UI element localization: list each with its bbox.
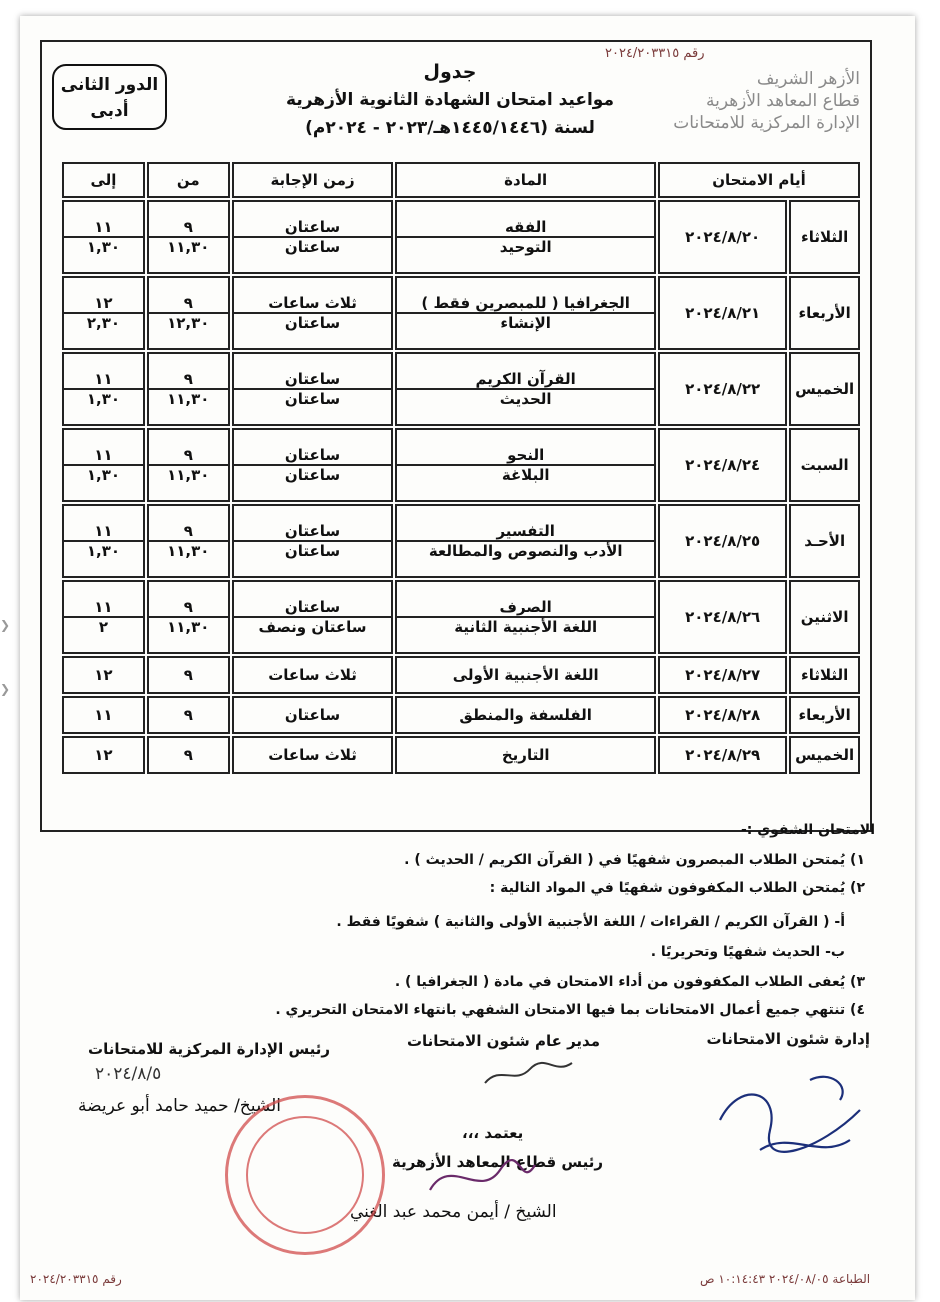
subject-cell	[395, 428, 656, 502]
duration-cell	[232, 580, 394, 654]
from-cell	[147, 696, 230, 734]
official-seal-stamp	[225, 1095, 385, 1255]
to-cell	[62, 352, 145, 426]
round-label: الدور الثانى	[60, 75, 159, 95]
duration-cell-value: ثلاث ساعات	[268, 746, 357, 764]
to-cell	[62, 736, 145, 774]
table-row	[62, 736, 860, 774]
to-cell-value: ١١	[94, 706, 113, 724]
subject-cell	[395, 736, 656, 774]
table-row	[62, 656, 860, 694]
exam-schedule-table	[60, 160, 862, 776]
subject-cell	[395, 656, 656, 694]
date-cell: ٢٠٢٤/٨/٢٨	[658, 696, 787, 734]
day-cell: الاثنين	[789, 580, 860, 654]
duration-cell-value: ساعتان	[284, 706, 341, 724]
table-row	[62, 200, 860, 274]
subject-cell	[395, 352, 656, 426]
to-cell-value: ١١	[94, 446, 113, 464]
duration-cell-value: ثلاث ساعات	[268, 294, 357, 312]
from-cell-value: ٩	[183, 598, 193, 616]
footer-reference: رقم ٢٠٢٤/٢٠٣٣١٥	[30, 1272, 122, 1286]
subject-cell-value: الأدب والنصوص والمطالعة	[397, 540, 654, 560]
signature-affairs	[700, 1060, 880, 1170]
to-cell-value: ١٢	[94, 666, 113, 684]
duration-cell-value: ساعتان	[284, 370, 341, 388]
from-cell-value: ١١,٣٠	[149, 616, 228, 636]
to-cell-value: ٢	[64, 616, 143, 636]
date-cell: ٢٠٢٤/٨/٢٤	[658, 428, 787, 502]
footer-print-timestamp: الطباعة ٢٠٢٤/٠٨/٠٥ ١٠:١٤:٤٣ ص	[700, 1272, 871, 1286]
duration-cell	[232, 696, 394, 734]
subject-cell-value: الحديث	[397, 388, 654, 408]
day-cell: الأحـد	[789, 504, 860, 578]
oral-item-1: ١) يُمتحن الطلاب المبصرون شفهيًا في ( القرآن الكريم / الحديث ) .	[404, 852, 865, 868]
handwritten-date: ٢٠٢٤/٨/٥	[95, 1064, 162, 1084]
track-label: أدبى	[90, 101, 129, 121]
subject-cell-value: التفسير	[496, 522, 555, 540]
subject-cell-value: التوحيد	[397, 236, 654, 256]
subject-cell-value: الفلسفة والمنطق	[459, 706, 592, 724]
logo-line: قطاع المعاهد الأزهرية	[705, 91, 860, 111]
subject-cell-value: النحو	[507, 446, 545, 464]
from-cell	[147, 656, 230, 694]
from-cell	[147, 276, 230, 350]
subject-cell	[395, 200, 656, 274]
to-cell	[62, 428, 145, 502]
from-cell-value: ١١,٣٠	[149, 464, 228, 484]
oral-item-3: ٣) يُعفى الطلاب المكفوفون من أداء الامتحان في مادة ( الجغرافيا ) .	[394, 974, 865, 990]
document-title	[260, 58, 640, 142]
from-cell-value: ٩	[183, 666, 193, 684]
duration-cell	[232, 736, 394, 774]
duration-cell-value: ساعتان	[284, 446, 341, 464]
signature-gm	[480, 1055, 580, 1095]
header-to: إلى	[62, 162, 145, 198]
subject-cell	[395, 504, 656, 578]
day-cell: الثلاثاء	[789, 656, 860, 694]
to-cell-value: ١١	[94, 370, 113, 388]
to-cell-value: ١,٣٠	[64, 540, 143, 560]
day-cell: الخميس	[789, 736, 860, 774]
table-header-row	[62, 162, 860, 198]
subject-cell-value: الإنشاء	[397, 312, 654, 332]
duration-cell-value: ساعتان	[234, 312, 392, 332]
from-cell-value: ٩	[183, 294, 193, 312]
title-line-2: مواعيد امتحان الشهادة الثانوية الأزهرية	[286, 90, 614, 110]
duration-cell-value: ساعتان	[284, 218, 341, 236]
oral-item-4: ٤) تنتهي جميع أعمال الامتحانات بما فيها الامتحان الشفهي بانتهاء الامتحان التحريري .	[275, 1002, 865, 1018]
date-cell: ٢٠٢٤/٨/٢٢	[658, 352, 787, 426]
duration-cell-value: ساعتان	[234, 464, 392, 484]
to-cell	[62, 656, 145, 694]
table-row	[62, 276, 860, 350]
day-cell: الأربعاء	[789, 696, 860, 734]
sector-head-title: رئيس قطاع المعاهد الأزهرية	[392, 1153, 603, 1171]
from-cell-value: ٩	[183, 522, 193, 540]
subject-cell	[395, 276, 656, 350]
duration-cell-value: ساعتان	[234, 388, 392, 408]
to-cell	[62, 580, 145, 654]
from-cell-value: ١١,٣٠	[149, 388, 228, 408]
duration-cell-value: ساعتان ونصف	[234, 616, 392, 636]
table-row	[62, 504, 860, 578]
logo-line: الإدارة المركزية للامتحانات	[673, 113, 860, 133]
duration-cell-value: ساعتان	[284, 598, 341, 616]
table-row	[62, 696, 860, 734]
from-cell	[147, 200, 230, 274]
duration-cell	[232, 200, 394, 274]
subject-cell-value: القرآن الكريم	[475, 370, 576, 388]
from-cell-value: ٩	[183, 218, 193, 236]
duration-cell-value: ساعتان	[234, 236, 392, 256]
chevron-right-icon: ❯	[0, 618, 11, 632]
reference-number: رقم ٢٠٢٤/٢٠٣٣١٥	[605, 46, 705, 61]
chevron-right-icon: ❯	[0, 682, 11, 696]
day-cell: الثلاثاء	[789, 200, 860, 274]
duration-cell	[232, 276, 394, 350]
oral-item-2a: أ- ( القرآن الكريم / القراءات / اللغة الأجنبية الأولى والثانية ) شفويًا فقط .	[336, 914, 845, 930]
subject-cell-value: التاريخ	[501, 746, 550, 764]
table-row	[62, 352, 860, 426]
from-cell-value: ١١,٣٠	[149, 540, 228, 560]
date-cell: ٢٠٢٤/٨/٢٦	[658, 580, 787, 654]
day-cell: السبت	[789, 428, 860, 502]
from-cell-value: ١٢,٣٠	[149, 312, 228, 332]
subject-cell-value: الجغرافيا ( للمبصرين فقط )	[421, 294, 630, 312]
subject-cell-value: الصرف	[499, 598, 552, 616]
oral-heading: الامتحان الشفوي :-	[740, 822, 875, 838]
title-line-1: جدول	[423, 61, 477, 83]
to-cell-value: ١٢	[94, 294, 113, 312]
duration-cell-value: ثلاث ساعات	[268, 666, 357, 684]
date-cell: ٢٠٢٤/٨/٢٧	[658, 656, 787, 694]
header-days: أيام الامتحان	[658, 162, 860, 198]
duration-cell-value: ساعتان	[284, 522, 341, 540]
header-duration: زمن الإجابة	[232, 162, 394, 198]
to-cell-value: ١,٣٠	[64, 236, 143, 256]
oral-item-2b: ب- الحديث شفهيًا وتحريريًا .	[650, 944, 845, 960]
from-cell	[147, 428, 230, 502]
subject-cell-value: اللغة الأجنبية الثانية	[397, 616, 654, 636]
to-cell-value: ٢,٣٠	[64, 312, 143, 332]
duration-cell	[232, 428, 394, 502]
header-from: من	[147, 162, 230, 198]
day-cell: الأربعاء	[789, 276, 860, 350]
from-cell-value: ٩	[183, 746, 193, 764]
to-cell-value: ١,٣٠	[64, 464, 143, 484]
to-cell-value: ١١	[94, 522, 113, 540]
azhar-letterhead-logo	[655, 68, 860, 134]
to-cell-value: ١,٣٠	[64, 388, 143, 408]
title-line-3: لسنة (١٤٤٥/١٤٤٦هـ/٢٠٢٣ - ٢٠٢٤م)	[305, 118, 595, 138]
duration-cell-value: ساعتان	[234, 540, 392, 560]
to-cell	[62, 696, 145, 734]
from-cell	[147, 504, 230, 578]
to-cell-value: ١١	[94, 598, 113, 616]
from-cell-value: ٩	[183, 446, 193, 464]
subject-cell-value: البلاغة	[397, 464, 654, 484]
subject-cell-value: اللغة الأجنبية الأولى	[452, 666, 599, 684]
signature-sector-head	[420, 1150, 540, 1210]
sector-head-name: الشيخ / أيمن محمد عبد الغني	[350, 1202, 557, 1222]
subject-cell	[395, 696, 656, 734]
from-cell	[147, 580, 230, 654]
from-cell	[147, 352, 230, 426]
date-cell: ٢٠٢٤/٨/٢٠	[658, 200, 787, 274]
date-cell: ٢٠٢٤/٨/٢٥	[658, 504, 787, 578]
exam-round-badge	[52, 64, 167, 130]
to-cell-value: ١١	[94, 218, 113, 236]
day-cell: الخميس	[789, 352, 860, 426]
to-cell	[62, 200, 145, 274]
header-subject: المادة	[395, 162, 656, 198]
to-cell	[62, 504, 145, 578]
from-cell	[147, 736, 230, 774]
date-cell: ٢٠٢٤/٨/٢٩	[658, 736, 787, 774]
table-row	[62, 580, 860, 654]
from-cell-value: ٩	[183, 370, 193, 388]
table-row	[62, 428, 860, 502]
logo-line: الأزهر الشريف	[756, 69, 860, 89]
duration-cell	[232, 352, 394, 426]
subject-cell-value: الفقه	[504, 218, 547, 236]
general-manager-title: مدير عام شئون الامتحانات	[406, 1032, 600, 1050]
duration-cell	[232, 504, 394, 578]
to-cell-value: ١٢	[94, 746, 113, 764]
from-cell-value: ٩	[183, 706, 193, 724]
central-admin-head-name: الشيخ/ حميد حامد أبو عريضة	[78, 1096, 281, 1116]
central-admin-head-title: رئيس الإدارة المركزية للامتحانات	[88, 1040, 331, 1058]
approval-label: يعتمد ،،،	[462, 1124, 524, 1142]
from-cell-value: ١١,٣٠	[149, 236, 228, 256]
oral-item-2: ٢) يُمتحن الطلاب المكفوفون شفهيًا في المواد التالية :	[489, 880, 865, 896]
exam-affairs-dept: إدارة شئون الامتحانات	[706, 1030, 870, 1048]
to-cell	[62, 276, 145, 350]
duration-cell	[232, 656, 394, 694]
subject-cell	[395, 580, 656, 654]
date-cell: ٢٠٢٤/٨/٢١	[658, 276, 787, 350]
